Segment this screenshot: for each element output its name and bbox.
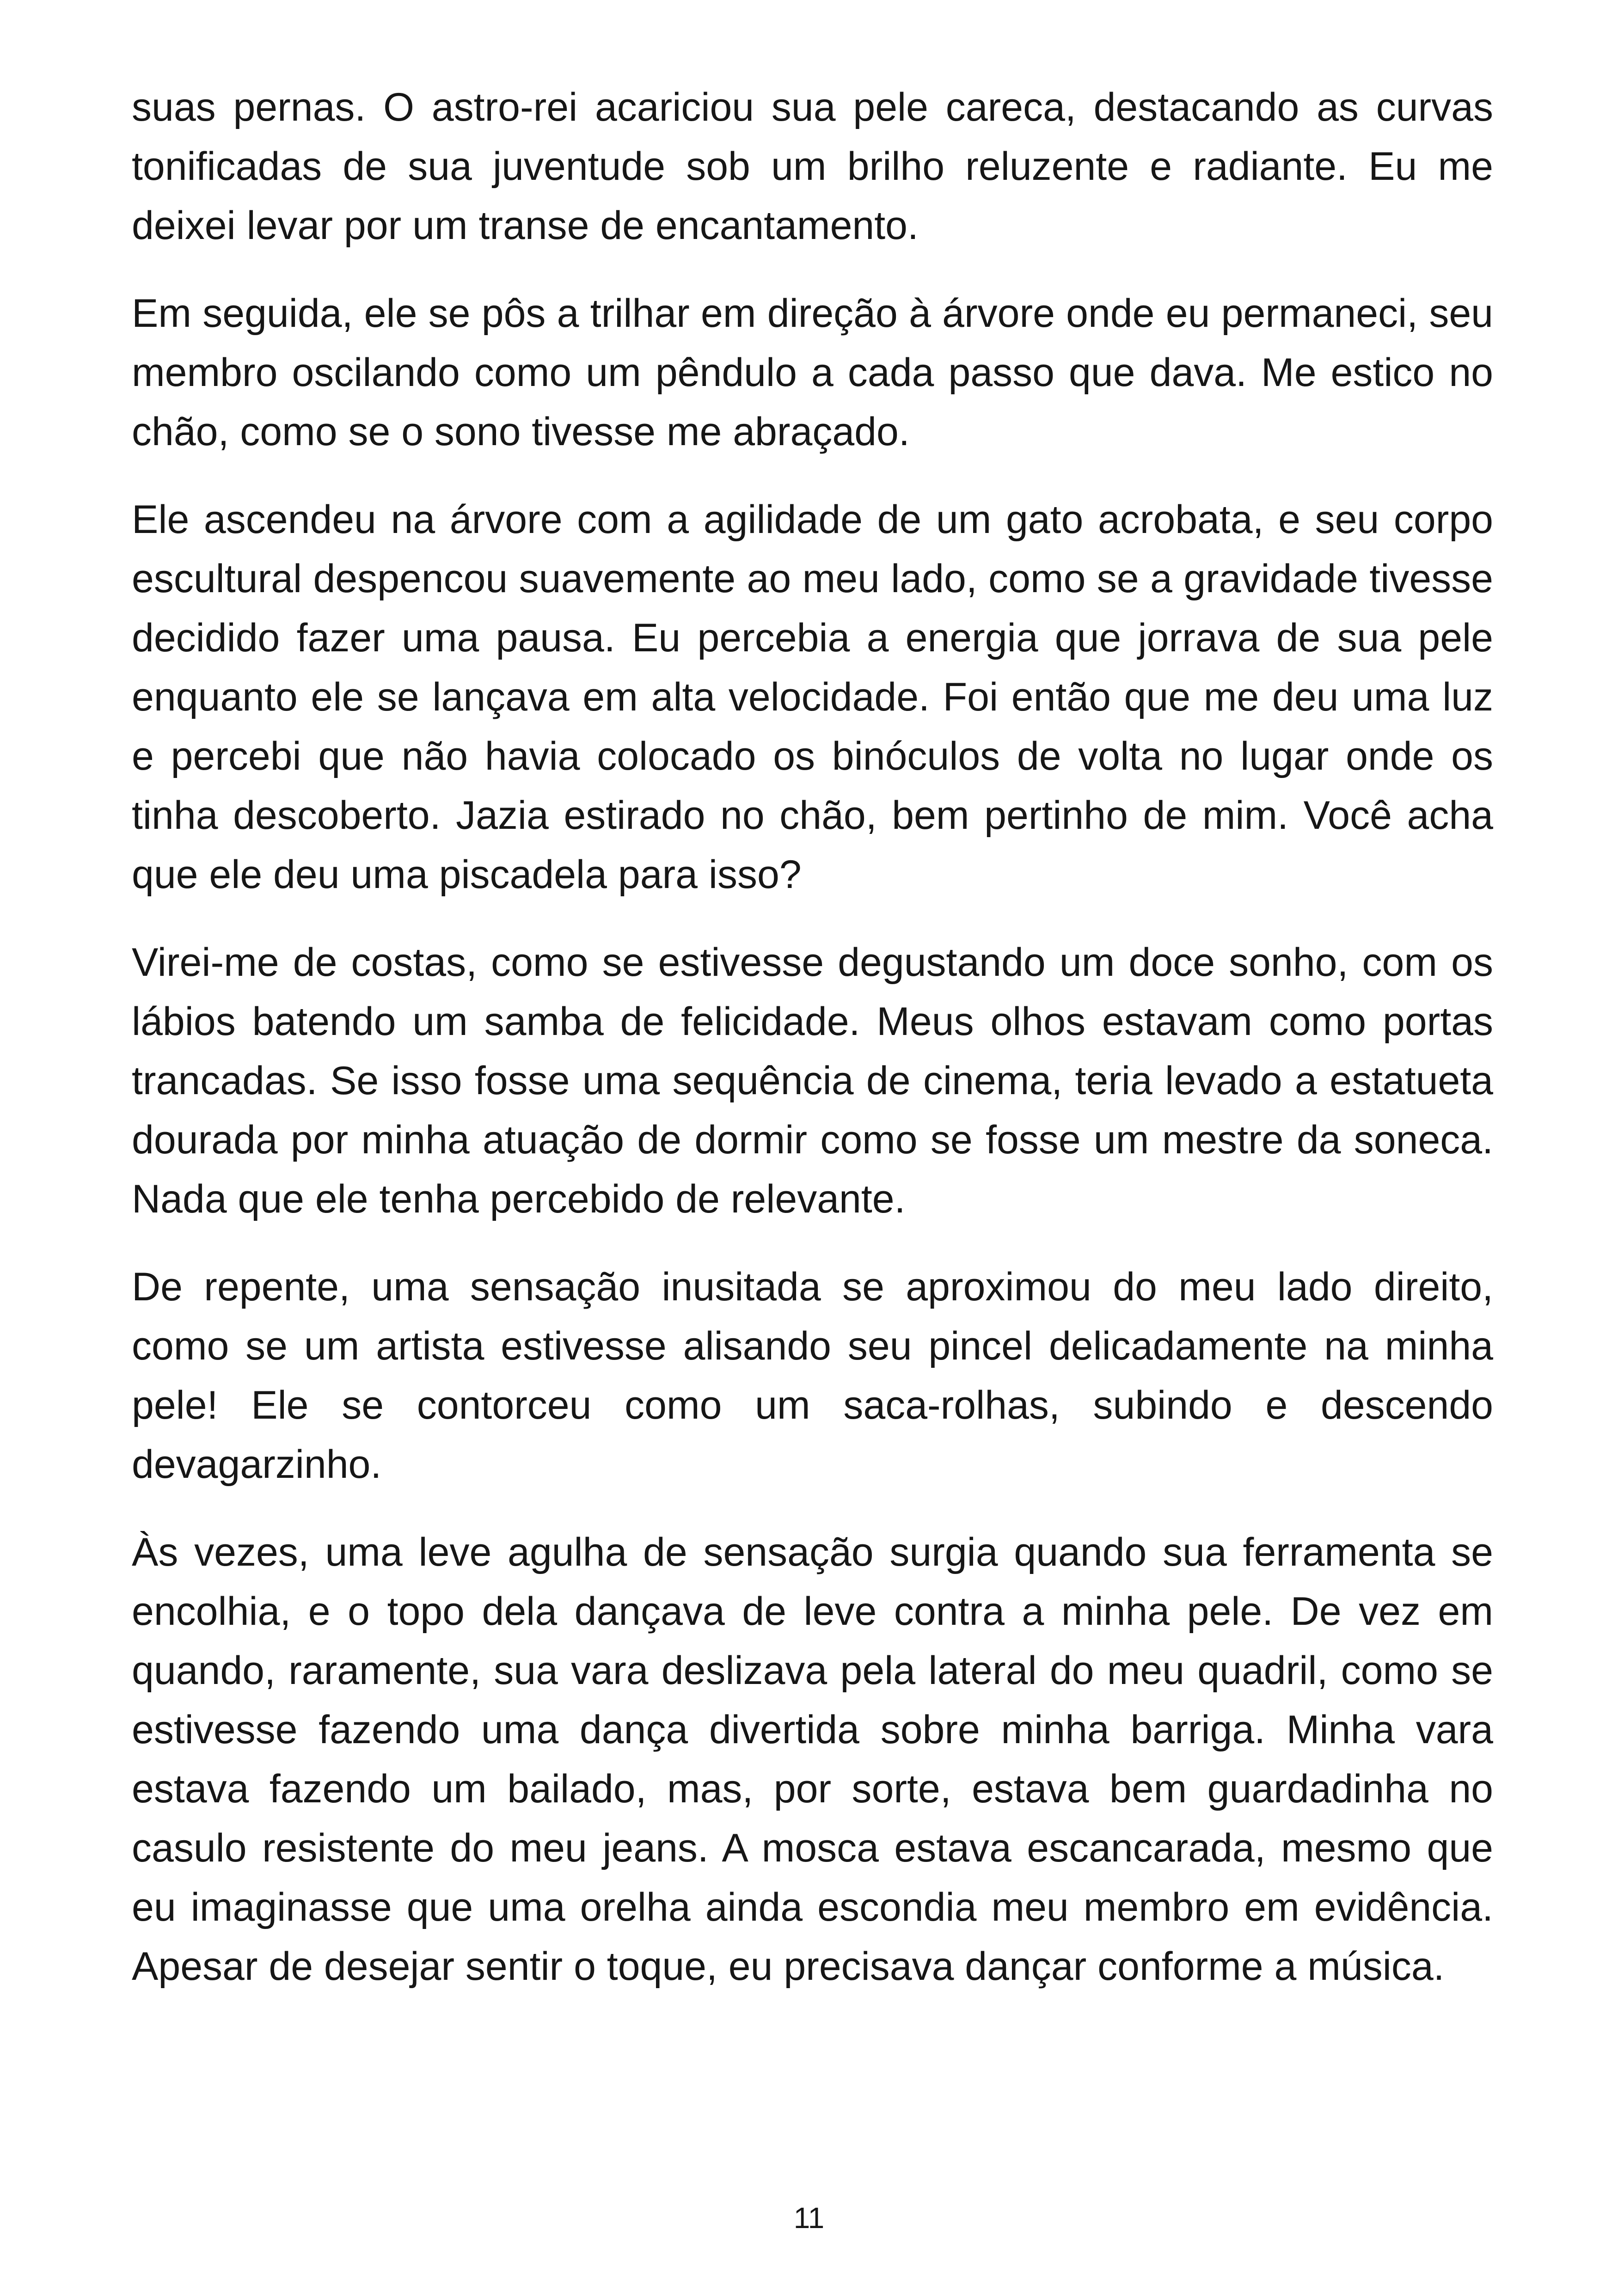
paragraph-1: suas pernas. O astro-rei acariciou sua pele careca, destacando as curvas tonificadas de sua juventude sob um brilho reluzente e radiante. Eu me deixei levar por um transe de encantamento. bbox=[132, 85, 1493, 248]
paragraph-5: De repente, uma sensação inusitada se aproximou do meu lado direito, como se um artista estivesse alisando seu pincel delicadamente na minha pele! Ele se contorceu como um saca-rolhas, subindo e descendo devagarzinho. bbox=[132, 1265, 1493, 1487]
page-number: 11 bbox=[793, 2201, 825, 2235]
paragraph-2: Em seguida, ele se pôs a trilhar em direção à árvore onde eu permaneci, seu membro oscilando como um pêndulo a cada passo que dava. Me estico no chão, como se o sono tivesse me abraçado. bbox=[132, 291, 1493, 454]
paragraph-3: Ele ascendeu na árvore com a agilidade de um gato acrobata, e seu corpo escultural despencou suavemente ao meu lado, como se a gravidade tivesse decidido fazer uma pausa. Eu percebia a energia que jorrava de sua pele enquanto ele se lançava em alta velocidade. Foi então que me deu uma luz e percebi que não havia colocado os binóculos de volta no lugar onde os tinha descoberto. Jazia estirado no chão, bem pertinho de mim. Você acha que ele deu uma piscadela para isso? bbox=[132, 497, 1493, 897]
paragraph-6: Às vezes, uma leve agulha de sensação surgia quando sua ferramenta se encolhia, e o topo dela dançava de leve contra a minha pele. De vez em quando, raramente, sua vara deslizava pela lateral do meu quadril, como se estivesse fazendo uma dança divertida sobre minha barriga. Minha vara estava fazendo um bailado, mas, por sorte, estava bem guardadinha no casulo resistente do meu jeans. A mosca estava escancarada, mesmo que eu imaginasse que uma orelha ainda escondia meu membro em evidência. Apesar de desejar sentir o toque, eu precisava dançar conforme a música. bbox=[132, 1530, 1493, 1989]
body-text bbox=[132, 78, 1493, 1996]
paragraph-4: Virei-me de costas, como se estivesse degustando um doce sonho, com os lábios batendo um samba de felicidade. Meus olhos estavam como portas trancadas. Se isso fosse uma sequência de cinema, teria levado a estatueta dourada por minha atuação de dormir como se fosse um mestre da soneca. Nada que ele tenha percebido de relevante. bbox=[132, 940, 1493, 1221]
